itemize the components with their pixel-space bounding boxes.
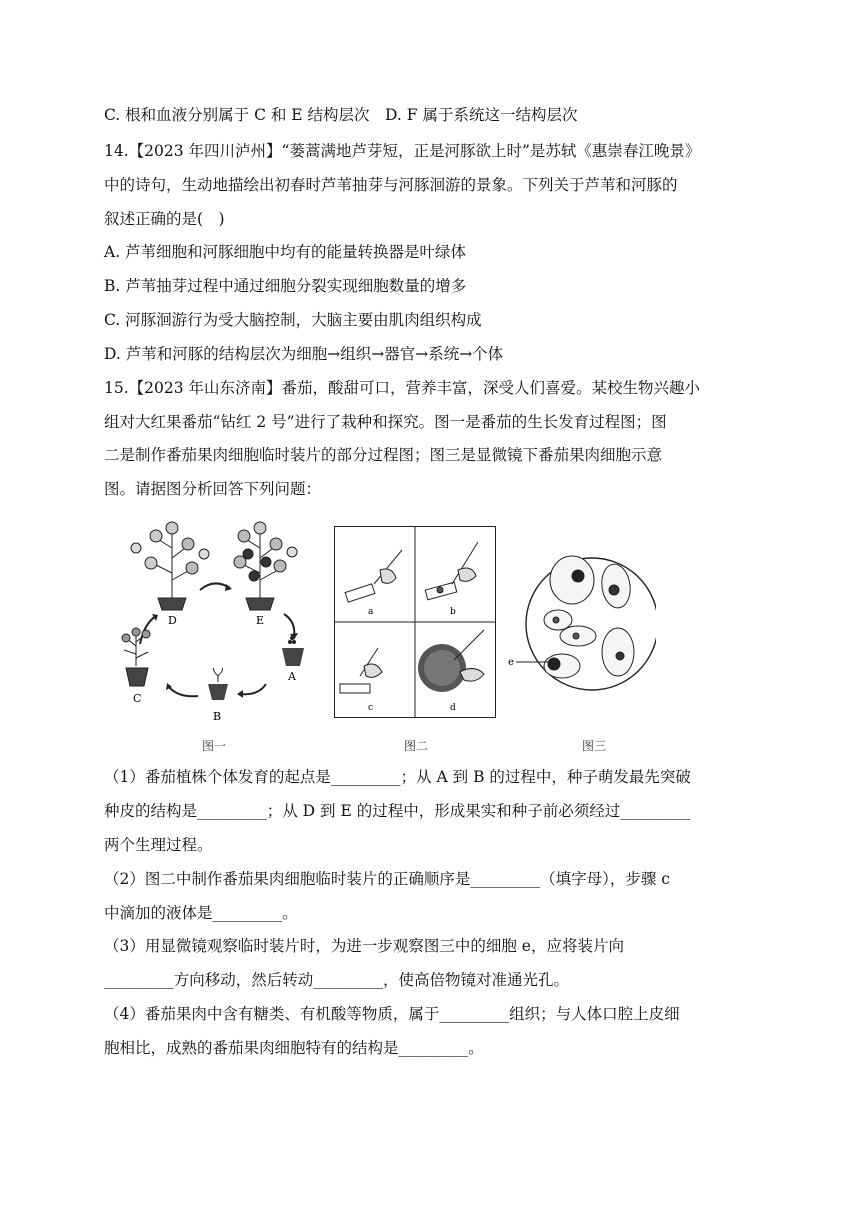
q14-line-1: 14.【2023 年四川泸州】“蒌蒿满地芦芽短，正是河豚欲上时”是苏轼《惠崇春江晚景》 xyxy=(104,142,701,160)
young-plant-pot-c-icon xyxy=(122,628,150,686)
q15-4-line-2: 胞相比，成熟的番茄果肉细胞特有的结构是_________。 xyxy=(104,1039,484,1057)
label-cell-e: e xyxy=(508,657,514,668)
q14-line-3: 叙述正确的是( ) xyxy=(104,210,225,228)
step-b-icon xyxy=(425,542,478,600)
q15-line-4: 图。请据图分析回答下列问题： xyxy=(104,480,322,498)
caption-fig2: 图二 xyxy=(404,739,429,753)
label-d: D xyxy=(168,614,177,627)
plant-d-icon xyxy=(131,522,209,610)
q15-3-line-1: （3）用显微镜观察临时装片时，为进一步观察图三中的细胞 e，应将装片向 xyxy=(104,937,624,955)
arrow-a-b-icon xyxy=(240,684,266,694)
step-d-icon xyxy=(418,630,484,692)
label-step-c: c xyxy=(368,703,374,713)
label-step-b: b xyxy=(450,607,456,617)
q15-2-line-1: （2）图二中制作番茄果肉细胞临时装片的正确顺序是_________（填字母），步骤 c xyxy=(104,870,670,888)
label-a: A xyxy=(288,670,296,683)
q14-option-c: C. 河豚洄游行为受大脑控制，大脑主要由肌肉组织构成 xyxy=(104,311,482,329)
q15-1-line-3: 两个生理过程。 xyxy=(104,836,213,854)
label-c: C xyxy=(133,692,142,705)
caption-fig1: 图一 xyxy=(202,739,227,753)
figure-2-slide-steps xyxy=(334,526,496,718)
label-step-d: d xyxy=(450,703,456,713)
step-c-icon xyxy=(340,648,382,693)
q15-3-line-2: _________方向移动，然后转动_________，使高倍物镜对准通光孔。 xyxy=(104,971,570,989)
step-a-icon xyxy=(345,550,402,602)
q15-2-line-2: 中滴加的液体是_________。 xyxy=(104,904,298,922)
option-c-d-q13: C. 根和血液分别属于 C 和 E 结构层次 D. F 属于系统这一结构层次 xyxy=(104,106,578,124)
seedling-pot-b-icon xyxy=(208,668,228,700)
q15-line-3: 二是制作番茄果肉细胞临时装片的部分过程图；图三是显微镜下番茄果肉细胞示意 xyxy=(104,446,663,464)
q14-option-a: A. 芦苇细胞和河豚细胞中均有的能量转换器是叶绿体 xyxy=(104,243,467,261)
q15-1-line-2: 种皮的结构是_________；从 D 到 E 的过程中，形成果实和种子前必须经过_________ xyxy=(104,802,690,820)
cell-icon xyxy=(550,556,594,604)
arrow-e-a-icon xyxy=(284,614,294,636)
seed-pot-a-icon xyxy=(282,636,304,666)
plant-e-icon xyxy=(234,522,297,610)
q14-option-b: B. 芦苇抽芽过程中通过细胞分裂实现细胞数量的增多 xyxy=(104,277,467,295)
label-e: E xyxy=(256,614,265,627)
figure-3-microscope-view xyxy=(506,540,656,710)
q15-4-line-1: （4）番茄果肉中含有糖类、有机酸等物质，属于_________组织；与人体口腔上皮细 xyxy=(104,1005,680,1023)
figure-1-tomato-life-cycle xyxy=(116,518,321,738)
q14-line-2: 中的诗句，生动地描绘出初春时芦苇抽芽与河豚洄游的景象。下列关于芦苇和河豚的 xyxy=(104,176,678,194)
q15-1-line-1: （1）番茄植株个体发育的起点是_________；从 A 到 B 的过程中，种子萌发最先突破 xyxy=(104,768,691,786)
label-b: B xyxy=(213,710,222,723)
caption-fig3: 图三 xyxy=(582,739,607,753)
q15-line-1: 15.【2023 年山东济南】番茄，酸甜可口，营养丰富，深受人们喜爱。某校生物兴趣小 xyxy=(104,379,701,397)
arrow-b-c-icon xyxy=(168,686,198,696)
q14-option-d: D. 芦苇和河豚的结构层次为细胞→组织→器官→系统→个体 xyxy=(104,345,504,363)
label-step-a: a xyxy=(368,607,374,617)
q15-line-2: 组对大红果番茄“钻红 2 号”进行了栽种和探究。图一是番茄的生长发育过程图；图 xyxy=(104,413,667,431)
